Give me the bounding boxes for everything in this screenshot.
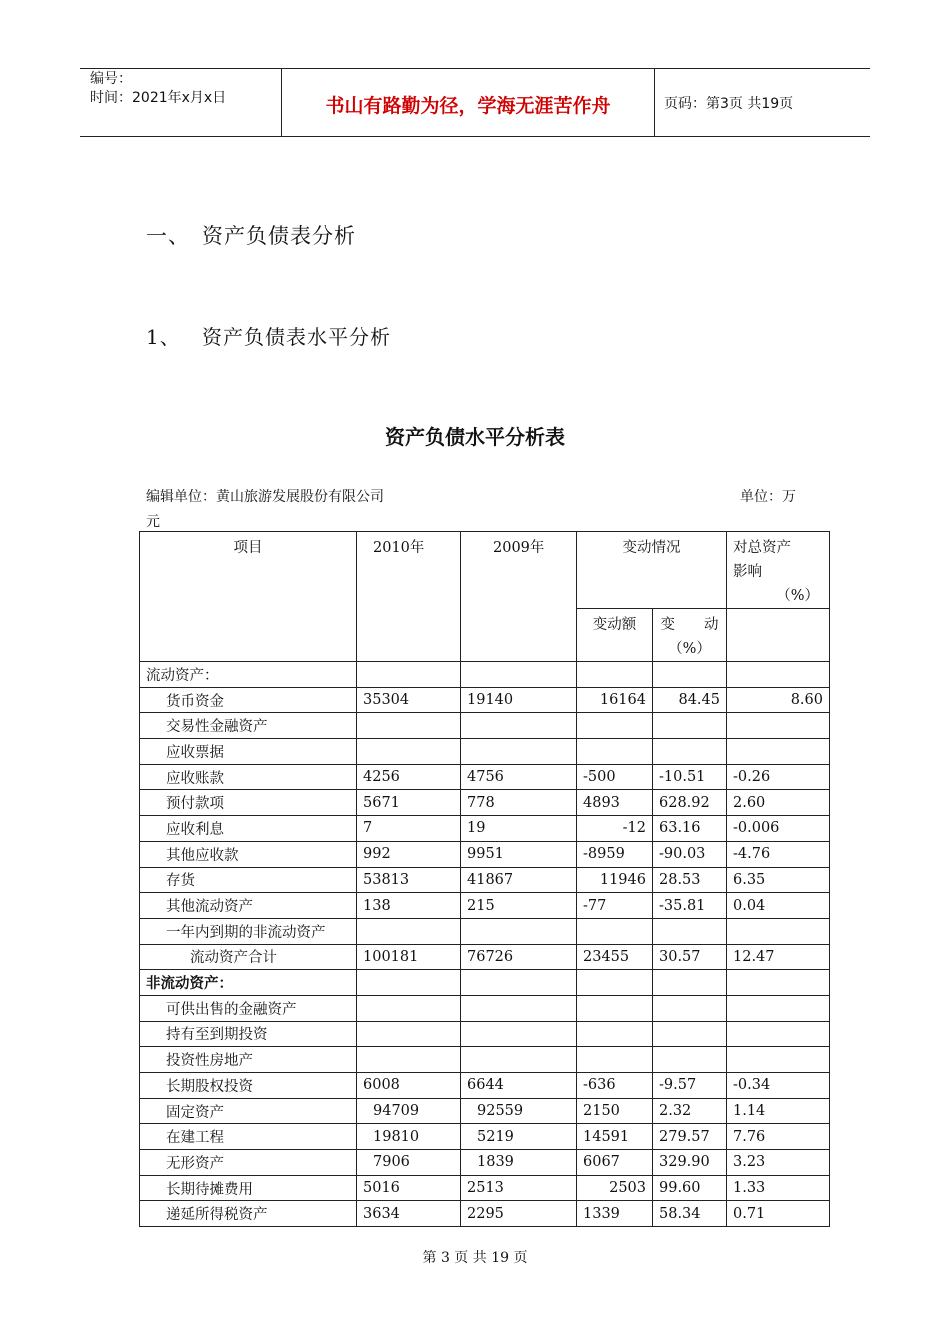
row-change-percent-cell: -10.51 [653,764,727,790]
header-meta [90,70,226,108]
row-2010-cell: 35304 [357,687,461,713]
row-change-amount-cell: -636 [577,1073,653,1099]
row-2010-cell [357,713,461,739]
row-item-cell: 预付款项 [140,790,357,816]
row-impact-cell: 6.35 [727,867,830,893]
row-change-amount-cell: -500 [577,764,653,790]
subsection-title: 资产负债表水平分析 [202,325,391,349]
row-2010-cell: 53813 [357,867,461,893]
row-change-percent-cell [653,713,727,739]
row-2010-cell: 3634 [357,1201,461,1227]
row-impact-cell [727,995,830,1021]
row-2009-cell: 9951 [461,841,577,867]
row-item-cell: 货币资金 [140,687,357,713]
row-change-amount-cell: 2503 [577,1175,653,1201]
row-change-percent-cell: 28.53 [653,867,727,893]
row-item-cell: 投资性房地产 [140,1047,357,1073]
row-impact-cell [727,1047,830,1073]
header-change-percent-line1: 变 动 [660,617,719,633]
row-impact-cell: 3.23 [727,1150,830,1176]
row-change-percent-cell: 63.16 [653,816,727,842]
row-change-amount-cell [577,713,653,739]
row-2009-cell [461,739,577,765]
row-item-cell: 流动资产： [140,662,357,688]
row-change-amount-cell: -77 [577,893,653,919]
subsection-number: 1、 [146,325,181,349]
row-item-cell: 应收利息 [140,816,357,842]
row-change-amount-cell [577,739,653,765]
row-change-amount-cell: 16164 [577,687,653,713]
row-2010-cell: 7 [357,816,461,842]
table-body [140,532,830,1227]
row-change-amount-cell [577,1021,653,1047]
subsection-heading [146,321,391,350]
header-change: 变动情况 [577,532,727,609]
row-item-cell: 持有至到期投资 [140,1021,357,1047]
row-2009-cell [461,995,577,1021]
row-2009-cell [461,662,577,688]
row-2010-cell: 4256 [357,764,461,790]
row-change-amount-cell: 2150 [577,1098,653,1124]
row-change-amount-cell: 6067 [577,1150,653,1176]
row-2009-cell: 2295 [461,1201,577,1227]
row-impact-cell [727,739,830,765]
row-2010-cell: 100181 [357,944,461,970]
table-row [140,1150,830,1176]
row-2010-cell [357,662,461,688]
header-impact [727,532,830,609]
row-item-cell: 存货 [140,867,357,893]
row-change-amount-cell [577,970,653,996]
row-2009-cell [461,1021,577,1047]
row-change-percent-cell: 58.34 [653,1201,727,1227]
row-2009-cell: 4756 [461,764,577,790]
header-2009: 2009年 [461,532,577,662]
row-2010-cell: 7906 [357,1150,461,1176]
row-2010-cell [357,995,461,1021]
row-item-cell: 长期股权投资 [140,1073,357,1099]
row-change-amount-cell: 11946 [577,867,653,893]
row-2010-cell [357,1021,461,1047]
row-change-amount-cell [577,1047,653,1073]
table-title: 资产负债水平分析表 [385,425,565,449]
row-change-percent-cell: -90.03 [653,841,727,867]
row-change-percent-cell [653,1021,727,1047]
table-row [140,995,830,1021]
row-impact-cell: -0.006 [727,816,830,842]
balance-sheet-table [139,531,830,1227]
row-change-amount-cell: -12 [577,816,653,842]
row-2010-cell: 6008 [357,1073,461,1099]
row-change-percent-cell [653,662,727,688]
row-impact-cell: -0.34 [727,1073,830,1099]
row-change-percent-cell: -35.81 [653,893,727,919]
table-row [140,687,830,713]
row-impact-cell: -0.26 [727,764,830,790]
row-item-cell: 长期待摊费用 [140,1175,357,1201]
row-impact-cell: 7.76 [727,1124,830,1150]
row-change-amount-cell [577,995,653,1021]
page-footer: 第 3 页 共 19 页 [422,1250,528,1266]
header-change-percent-line2: （%） [668,641,711,657]
row-item-cell: 流动资产合计 [140,944,357,970]
row-2009-cell: 19140 [461,687,577,713]
row-change-amount-cell: 23455 [577,944,653,970]
row-item-cell: 递延所得税资产 [140,1201,357,1227]
row-item-cell: 其他流动资产 [140,893,357,919]
document-number: 编号： [90,71,132,87]
row-2010-cell: 19810 [357,1124,461,1150]
currency-unit: 单位：万 [740,489,796,505]
header-change-percent [653,609,727,662]
table-row [140,764,830,790]
table-row [140,713,830,739]
row-change-percent-cell: 84.45 [653,687,727,713]
table-row [140,1073,830,1099]
table-row [140,970,830,996]
page-indicator: 页码：第3页 共19页 [664,96,794,112]
header-impact-line3: （%） [776,588,819,604]
document-date: 时间：2021年x月x日 [90,90,227,106]
row-impact-cell [727,918,830,944]
row-2010-cell [357,918,461,944]
row-2009-cell: 778 [461,790,577,816]
table-row [140,1175,830,1201]
header-motto: 书山有路勤为径，学海无涯苦作舟 [325,95,611,117]
header-change-amount: 变动额 [577,609,653,662]
table-row [140,1124,830,1150]
row-change-percent-cell [653,995,727,1021]
row-impact-cell: 2.60 [727,790,830,816]
row-2010-cell: 138 [357,893,461,919]
row-item-cell: 可供出售的金融资产 [140,995,357,1021]
row-item-cell: 应收账款 [140,764,357,790]
row-change-percent-cell: 329.90 [653,1150,727,1176]
row-item-cell: 一年内到期的非流动资产 [140,918,357,944]
section-number: 一、 [146,224,190,248]
row-2009-cell [461,970,577,996]
table-row [140,893,830,919]
row-2009-cell: 215 [461,893,577,919]
row-change-amount-cell [577,918,653,944]
row-impact-cell [727,662,830,688]
header-item: 项目 [140,532,357,662]
table-row [140,841,830,867]
row-change-amount-cell: -8959 [577,841,653,867]
row-item-cell: 非流动资产： [140,970,357,996]
row-2009-cell: 19 [461,816,577,842]
table-row [140,867,830,893]
currency-unit-wrap: 元 [146,514,160,530]
row-change-percent-cell: 30.57 [653,944,727,970]
row-2009-cell [461,918,577,944]
row-2009-cell [461,1047,577,1073]
row-impact-cell [727,1021,830,1047]
row-2010-cell: 5671 [357,790,461,816]
table-row [140,816,830,842]
table-row [140,1201,830,1227]
row-change-percent-cell [653,1047,727,1073]
table-row [140,790,830,816]
row-change-percent-cell: 279.57 [653,1124,727,1150]
row-change-percent-cell [653,739,727,765]
table-row [140,1021,830,1047]
row-2010-cell [357,1047,461,1073]
row-change-amount-cell: 4893 [577,790,653,816]
editing-unit: 编辑单位：黄山旅游发展股份有限公司 [146,489,384,505]
section-heading [146,220,356,250]
row-change-percent-cell: 99.60 [653,1175,727,1201]
header-divider [654,69,655,136]
row-change-amount-cell: 14591 [577,1124,653,1150]
row-item-cell: 无形资产 [140,1150,357,1176]
table-row [140,918,830,944]
row-2010-cell: 992 [357,841,461,867]
row-impact-cell [727,713,830,739]
header-impact-line2: 影响 [733,564,762,580]
table-row [140,662,830,688]
row-2010-cell: 5016 [357,1175,461,1201]
row-2009-cell: 1839 [461,1150,577,1176]
row-2009-cell: 6644 [461,1073,577,1099]
row-2009-cell: 2513 [461,1175,577,1201]
row-change-percent-cell: 2.32 [653,1098,727,1124]
row-impact-cell [727,970,830,996]
row-impact-cell: 1.14 [727,1098,830,1124]
header-bottom-rule [80,136,870,137]
row-2009-cell: 92559 [461,1098,577,1124]
row-change-amount-cell: 1339 [577,1201,653,1227]
row-change-percent-cell: 628.92 [653,790,727,816]
row-impact-cell: 1.33 [727,1175,830,1201]
row-2010-cell: 94709 [357,1098,461,1124]
row-2009-cell: 5219 [461,1124,577,1150]
row-2010-cell [357,970,461,996]
section-title: 资产负债表分析 [202,224,356,248]
row-change-percent-cell: -9.57 [653,1073,727,1099]
row-item-cell: 固定资产 [140,1098,357,1124]
row-2009-cell: 76726 [461,944,577,970]
table-header-row [140,532,830,609]
row-impact-cell: 12.47 [727,944,830,970]
table-row [140,739,830,765]
row-change-percent-cell [653,918,727,944]
row-item-cell: 在建工程 [140,1124,357,1150]
header-2010: 2010年 [357,532,461,662]
row-impact-cell: 8.60 [727,687,830,713]
row-item-cell: 其他应收款 [140,841,357,867]
header-empty-cell [727,609,830,662]
row-item-cell: 应收票据 [140,739,357,765]
row-item-cell: 交易性金融资产 [140,713,357,739]
row-2010-cell [357,739,461,765]
row-impact-cell: 0.04 [727,893,830,919]
table-row [140,1047,830,1073]
header-top-rule [80,68,870,69]
row-impact-cell: -4.76 [727,841,830,867]
row-change-amount-cell [577,662,653,688]
row-impact-cell: 0.71 [727,1201,830,1227]
row-change-percent-cell [653,970,727,996]
table-row [140,944,830,970]
row-2009-cell [461,713,577,739]
row-2009-cell: 41867 [461,867,577,893]
header-impact-line1: 对总资产 [733,540,791,556]
table-row [140,1098,830,1124]
